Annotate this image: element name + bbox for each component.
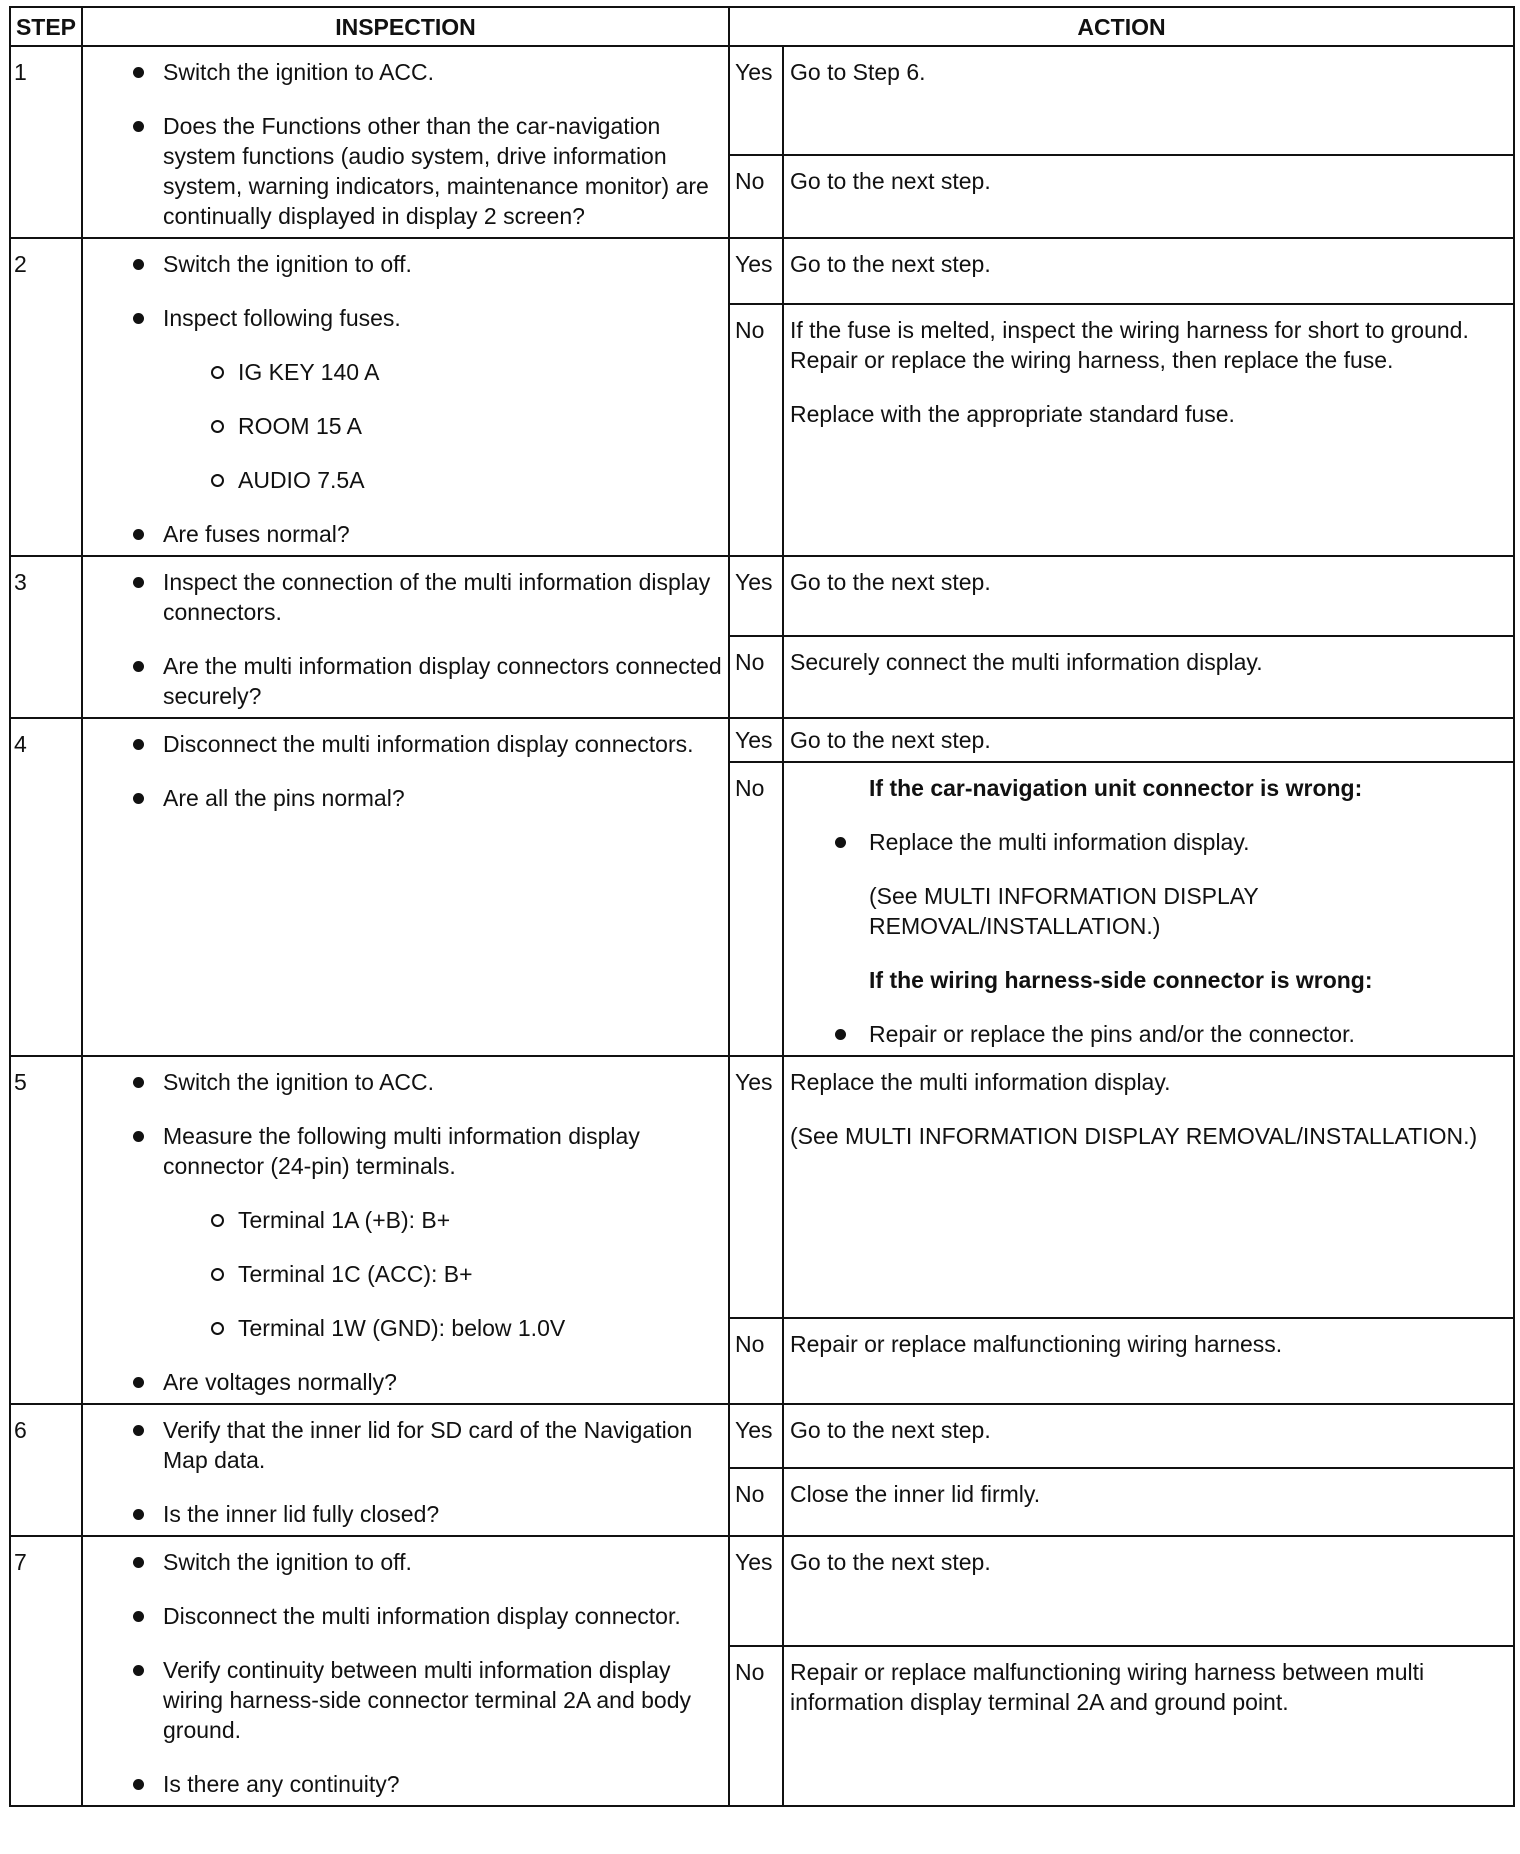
yes-label: Yes (729, 718, 783, 762)
no-label: No (729, 1318, 783, 1404)
inspection-item: Inspect the connection of the multi information display connectors. (83, 567, 722, 627)
no-label: No (729, 1646, 783, 1806)
yes-label: Yes (729, 238, 783, 304)
inspection-item: Are all the pins normal? (83, 783, 722, 813)
yes-label: Yes (729, 46, 783, 155)
no-action (783, 636, 1514, 718)
action-text: Securely connect the multi information display. (790, 649, 1263, 675)
inspection-item-text: Inspect following fuses. (163, 305, 401, 331)
no-action (783, 762, 1514, 1056)
action-text: Repair or replace malfunctioning wiring harness between multi information display terminal 2A and ground point. (790, 1659, 1425, 1715)
step-number: 3 (10, 556, 82, 718)
inspection-cell (82, 718, 729, 1056)
inspection-item: Switch the ignition to off. (83, 1547, 722, 1577)
action-text: Replace with the appropriate standard fuse. (790, 401, 1235, 427)
inspection-cell (82, 46, 729, 238)
inspection-item (83, 303, 722, 333)
reference-note: (See MULTI INFORMATION DISPLAY REMOVAL/INSTALLATION.) (869, 883, 1259, 939)
yes-label: Yes (729, 1056, 783, 1318)
fuse-item: AUDIO 7.5A (83, 465, 722, 495)
inspection-item: Verify that the inner lid for SD card of the Navigation Map data. (83, 1415, 722, 1475)
no-action (783, 1646, 1514, 1806)
fuse-item: ROOM 15 A (83, 411, 722, 441)
step-number: 4 (10, 718, 82, 1056)
step-number: 1 (10, 46, 82, 238)
no-action (783, 155, 1514, 238)
inspection-item: Is the inner lid fully closed? (83, 1499, 722, 1529)
reference-note: (See MULTI INFORMATION DISPLAY REMOVAL/INSTALLATION.) (790, 1123, 1478, 1149)
inspection-cell (82, 238, 729, 556)
inspection-cell (82, 1056, 729, 1404)
step-number: 7 (10, 1536, 82, 1806)
step-7-yes-row (10, 1536, 1514, 1646)
no-action (783, 1468, 1514, 1536)
inspection-item: Disconnect the multi information display connector. (83, 1601, 722, 1631)
step-2-yes-row (10, 238, 1514, 304)
action-text: Repair or replace malfunctioning wiring harness. (790, 1331, 1283, 1357)
action-text: Go to the next step. (790, 251, 991, 277)
step-number: 2 (10, 238, 82, 556)
action-text: Go to the next step. (790, 1549, 991, 1575)
step-number: 5 (10, 1056, 82, 1404)
condition-heading: If the wiring harness-side connector is wrong: (869, 967, 1373, 993)
inspection-item: Switch the ignition to ACC. (83, 1067, 722, 1097)
header-action: ACTION (729, 7, 1514, 46)
header-inspection: INSPECTION (82, 7, 729, 46)
step-6-yes-row (10, 1404, 1514, 1468)
action-bullet: Repair or replace the pins and/or the connector. (790, 1019, 1503, 1049)
inspection-item: Are the multi information display connectors connected securely? (83, 651, 722, 711)
header-step: STEP (10, 7, 82, 46)
yes-label: Yes (729, 1536, 783, 1646)
action-text: Go to the next step. (790, 569, 991, 595)
inspection-item: Is there any continuity? (83, 1769, 722, 1799)
yes-action (783, 1056, 1514, 1318)
inspection-item: Measure the following multi information display connector (24-pin) terminals. (83, 1121, 722, 1181)
action-text: Go to the next step. (790, 727, 991, 753)
no-label: No (729, 762, 783, 1056)
step-4-yes-row (10, 718, 1514, 762)
no-label: No (729, 155, 783, 238)
action-text: Close the inner lid firmly. (790, 1481, 1041, 1507)
step-5-yes-row (10, 1056, 1514, 1318)
yes-action (783, 718, 1514, 762)
inspection-item: Does the Functions other than the car-navigation system functions (audio system, drive information system, warning indicators, maintenance monitor) are continually displayed in display 2 screen? (83, 111, 722, 231)
inspection-item: Are fuses normal? (83, 519, 722, 549)
no-action (783, 304, 1514, 556)
inspection-item: Are voltages normally? (83, 1367, 722, 1397)
condition-heading: If the car-navigation unit connector is wrong: (869, 775, 1363, 801)
inspection-item: Disconnect the multi information display connectors. (83, 729, 722, 759)
yes-action (783, 238, 1514, 304)
yes-label: Yes (729, 556, 783, 636)
yes-action (783, 1536, 1514, 1646)
troubleshooting-table-wrapper (9, 6, 1513, 1807)
no-label: No (729, 636, 783, 718)
yes-action (783, 556, 1514, 636)
yes-action (783, 1404, 1514, 1468)
terminal-item: Terminal 1W (GND): below 1.0V (83, 1313, 722, 1343)
no-action (783, 1318, 1514, 1404)
inspection-item: Verify continuity between multi information display wiring harness-side connector terminal 2A and body ground. (83, 1655, 722, 1745)
action-text: If the fuse is melted, inspect the wiring harness for short to ground. Repair or replace the wiring harness, then replace the fuse. (790, 317, 1469, 373)
inspection-item: Switch the ignition to off. (83, 249, 722, 279)
terminal-item: Terminal 1A (+B): B+ (83, 1205, 722, 1235)
no-label: No (729, 1468, 783, 1536)
inspection-cell (82, 1404, 729, 1536)
step-number: 6 (10, 1404, 82, 1536)
action-bullet: Replace the multi information display. (790, 827, 1503, 857)
action-text: Replace the multi information display. (790, 1069, 1171, 1095)
step-3-yes-row (10, 556, 1514, 636)
inspection-cell (82, 1536, 729, 1806)
inspection-item: Switch the ignition to ACC. (83, 57, 722, 87)
no-label: No (729, 304, 783, 556)
yes-label: Yes (729, 1404, 783, 1468)
action-text: Go to the next step. (790, 1417, 991, 1443)
troubleshooting-table (9, 6, 1515, 1807)
action-text: Go to the next step. (790, 168, 991, 194)
step-1-yes-row (10, 46, 1514, 155)
terminal-item: Terminal 1C (ACC): B+ (83, 1259, 722, 1289)
yes-action (783, 46, 1514, 155)
inspection-cell (82, 556, 729, 718)
action-text: Go to Step 6. (790, 59, 926, 85)
fuse-item: IG KEY 140 A (83, 357, 722, 387)
header-row (10, 7, 1514, 46)
